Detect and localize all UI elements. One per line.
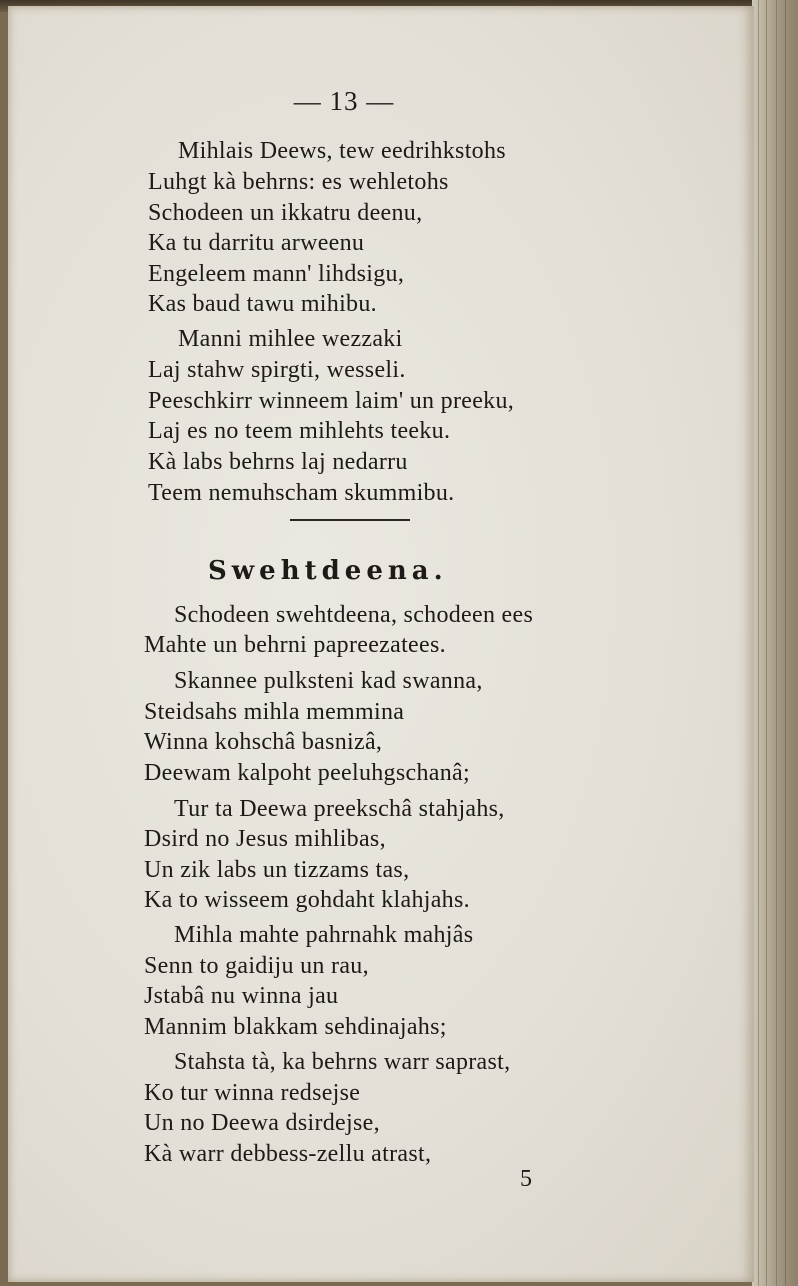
poem-line: Kas baud tawu mihibu. <box>148 291 377 317</box>
page-stack-edge <box>752 0 798 1286</box>
poem-line: Schodeen swehtdeena, schodeen ees <box>174 602 534 628</box>
poem-line: Schodeen un ikkatru deenu, <box>148 200 423 226</box>
poem-line: Winna kohschâ basnizâ, <box>144 729 383 755</box>
poem-line: Mahte un behrni papreezatees. <box>144 632 446 658</box>
poem-line: Laj es no teem mihlehts teeku. <box>148 418 451 444</box>
poem-line: Kà labs behrns laj nedarru <box>148 449 408 475</box>
poem-line: Deewam kalpoht peeluhgschanâ; <box>144 760 470 786</box>
poem-line: Laj stahw spirgti, wesseli. <box>148 357 406 383</box>
poem-line: Ko tur winna redsejse <box>144 1080 361 1106</box>
poem-line: Un no Deewa dsirdejse, <box>144 1110 380 1136</box>
poem-line: Engeleem mann' lihdsigu, <box>148 261 405 287</box>
poem-line: Ka tu darritu arweenu <box>148 230 365 256</box>
poem-line: Kà warr debbess-zellu atrast, <box>144 1141 432 1167</box>
poem-line: Mannim blakkam sehdinajahs; <box>144 1014 447 1040</box>
poem-line: Ka to wisseem gohdaht klahjahs. <box>144 887 470 913</box>
section-divider <box>290 519 410 521</box>
poem-line: Manni mihlee wezzaki <box>178 326 403 352</box>
poem-line: Peeschkirr winneem laim' un preeku, <box>148 388 515 414</box>
section-title: Swehtdeena. <box>208 556 448 586</box>
poem-line: Un zik labs un tizzams tas, <box>144 857 410 883</box>
poem-line: Senn to gaidiju un rau, <box>144 953 369 979</box>
poem-line: Stahsta tà, ka behrns warr saprast, <box>174 1049 511 1075</box>
poem-line: Mihla mahte pahrnahk mahjâs <box>174 922 474 948</box>
poem-line: Mihlais Deews, tew eedrihkstohs <box>178 138 506 164</box>
poem-line: Teem nemuhscham skummibu. <box>148 480 455 506</box>
book-page <box>8 6 754 1282</box>
poem-line: Tur ta Deewa preekschâ stahjahs, <box>174 796 505 822</box>
poem-line: Steidsahs mihla memmina <box>144 699 405 725</box>
poem-line: Jstabâ nu winna jau <box>144 983 339 1009</box>
signature-mark: 5 <box>520 1166 532 1192</box>
poem-line: Dsird no Jesus mihlibas, <box>144 826 386 852</box>
page-number: — 13 — <box>293 86 395 116</box>
poem-line: Skannee pulksteni kad swanna, <box>174 668 483 694</box>
poem-line: Luhgt kà behrns: es wehletohs <box>148 169 449 195</box>
